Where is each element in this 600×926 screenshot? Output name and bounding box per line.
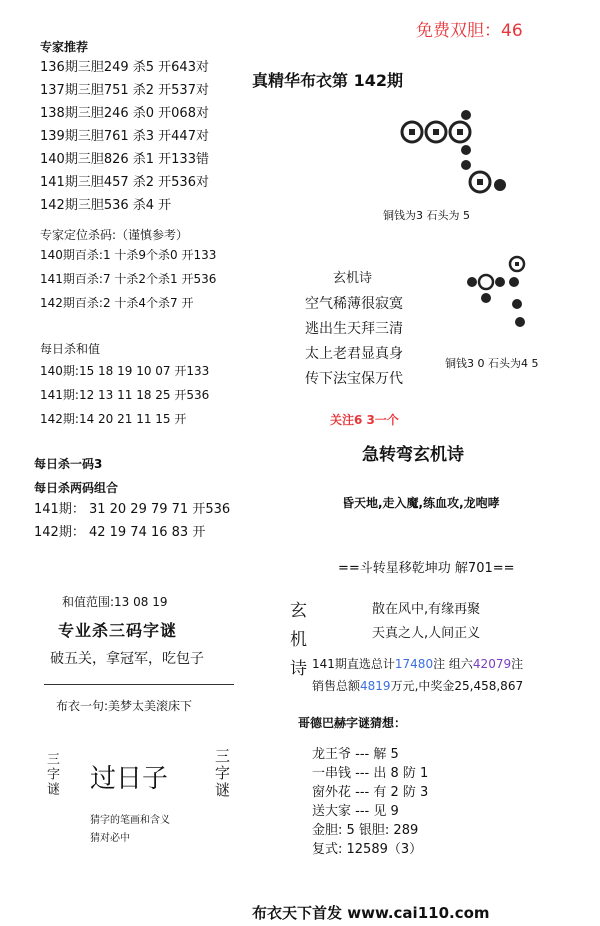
sales-line-1 xyxy=(312,655,523,672)
sharp-turn-line: 昏天地,走入魔,练血攻,龙咆哮 xyxy=(342,496,500,510)
free-double-label: 免费双胆：46 xyxy=(416,21,523,41)
sales-text: 141期直选总计 xyxy=(312,657,395,671)
sales-text: 注 组六 xyxy=(433,657,473,671)
poem-line: 传下法宝保万代 xyxy=(305,371,403,387)
star-move: ==斗转星移乾坤功 解701== xyxy=(338,561,515,576)
daily-kill-one: 每日杀一码3 xyxy=(34,457,103,471)
daily-kill-two: 每日杀两码组合 xyxy=(34,481,119,495)
list-item: 137期三胆751 杀2 开537对 xyxy=(40,83,209,98)
expert-list xyxy=(40,56,209,217)
coins-caption-2: 铜钱3 0 石头为4 5 xyxy=(445,357,539,370)
sales-text: 注 xyxy=(511,657,524,671)
list-item: 141期百杀:7 十杀2个杀1 开536 xyxy=(40,272,217,286)
list-item: 140期三胆826 杀1 开133错 xyxy=(40,152,209,167)
list-item: 142期百杀:2 十杀4个杀7 开 xyxy=(40,296,194,310)
sharp-turn-title: 急转弯玄机诗 xyxy=(362,445,464,465)
focus-label: 关注6 3一个 xyxy=(330,413,399,427)
sum-kill-list xyxy=(40,359,209,431)
poem-line: 逃出生天拜三清 xyxy=(305,321,403,337)
list-item: 140期百杀:1 十杀9个杀0 开133 xyxy=(40,248,217,262)
xuanji-lines xyxy=(372,598,480,646)
list-item: 136期三胆249 杀5 开643对 xyxy=(40,60,209,75)
sum-kill-title: 每日杀和值 xyxy=(40,342,101,356)
list-item: 一串钱 --- 出 8 防 1 xyxy=(312,766,429,781)
riddle-text: 破五关，拿冠军，吃包子 xyxy=(50,651,204,667)
sales-number: 17480 xyxy=(394,657,434,671)
footer-text: 布衣天下首发 www.cai110.com xyxy=(252,904,490,922)
goldbach-list xyxy=(312,745,428,859)
poem-line: 空气稀薄很寂寞 xyxy=(305,296,403,312)
list-item: 142期三胆536 杀4 开 xyxy=(40,198,172,213)
list-item: 142期： 42 19 74 16 83 开 xyxy=(34,525,206,540)
xuanji-line: 散在风中,有缘再聚 xyxy=(372,602,481,617)
coins-illustration-icon xyxy=(400,110,510,205)
poem-list xyxy=(305,292,403,392)
list-item: 窗外花 --- 有 2 防 3 xyxy=(312,785,429,800)
sales-text: 销售总额 xyxy=(312,679,361,693)
sales-number: 42079 xyxy=(472,657,512,671)
coins-illustration-icon xyxy=(462,256,532,336)
xuanji-char: 诗 xyxy=(290,659,307,679)
riddle-title: 专业杀三码字谜 xyxy=(58,621,178,640)
list-item: 141期： 31 20 29 79 71 开536 xyxy=(34,502,231,517)
coins-caption: 铜钱为3 石头为 5 xyxy=(383,209,470,222)
list-item: 141期:12 13 11 18 25 开536 xyxy=(40,388,210,402)
three-char-label-right: 三字谜 xyxy=(213,748,231,799)
list-item: 142期:14 20 21 11 15 开 xyxy=(40,412,187,426)
list-item: 送大家 --- 见 9 xyxy=(312,804,399,819)
goldbach-title: 哥德巴赫字谜猜想： xyxy=(298,716,407,730)
list-item: 龙王爷 --- 解 5 xyxy=(312,747,399,762)
sales-text: 万元,中奖金25,458,867 xyxy=(390,679,524,693)
sum-range: 和值范围:13 08 19 xyxy=(62,595,168,609)
divider xyxy=(44,684,234,685)
position-kill-list xyxy=(40,243,216,315)
three-char-hint1: 猜字的笔画和含义 xyxy=(90,815,170,826)
list-item: 141期三胆457 杀2 开536对 xyxy=(40,175,209,190)
list-item: 138期三胆246 杀0 开068对 xyxy=(40,106,209,121)
right-title: 真精华布衣第 142期 xyxy=(252,71,403,90)
three-char-answer: 过日子 xyxy=(90,764,169,794)
xuanji-char: 玄 xyxy=(290,601,307,621)
one-sentence: 布衣一句:美梦太美滚床下 xyxy=(56,699,193,713)
list-item: 复式: 12589（3） xyxy=(312,842,423,857)
sales-number: 4819 xyxy=(360,679,391,693)
expert-title: 专家推荐 xyxy=(40,40,89,54)
poem-title: 玄机诗 xyxy=(333,271,373,286)
poem-line: 太上老君显真身 xyxy=(305,346,403,362)
sales-line-2 xyxy=(312,677,523,694)
xuanji-line: 天真之人,人间正义 xyxy=(372,626,481,641)
xuanji-char: 机 xyxy=(290,630,307,650)
list-item: 139期三胆761 杀3 开447对 xyxy=(40,129,209,144)
three-char-label-left: 三字谜 xyxy=(44,752,59,797)
xuanji-label xyxy=(290,597,307,684)
position-kill-title: 专家定位杀码:（谨慎参考） xyxy=(40,228,189,242)
three-char-hint2: 猜对必中 xyxy=(90,833,130,844)
list-item: 金胆: 5 银胆: 289 xyxy=(312,823,419,838)
list-item: 140期:15 18 19 10 07 开133 xyxy=(40,364,210,378)
daily-kill-list xyxy=(34,498,230,544)
